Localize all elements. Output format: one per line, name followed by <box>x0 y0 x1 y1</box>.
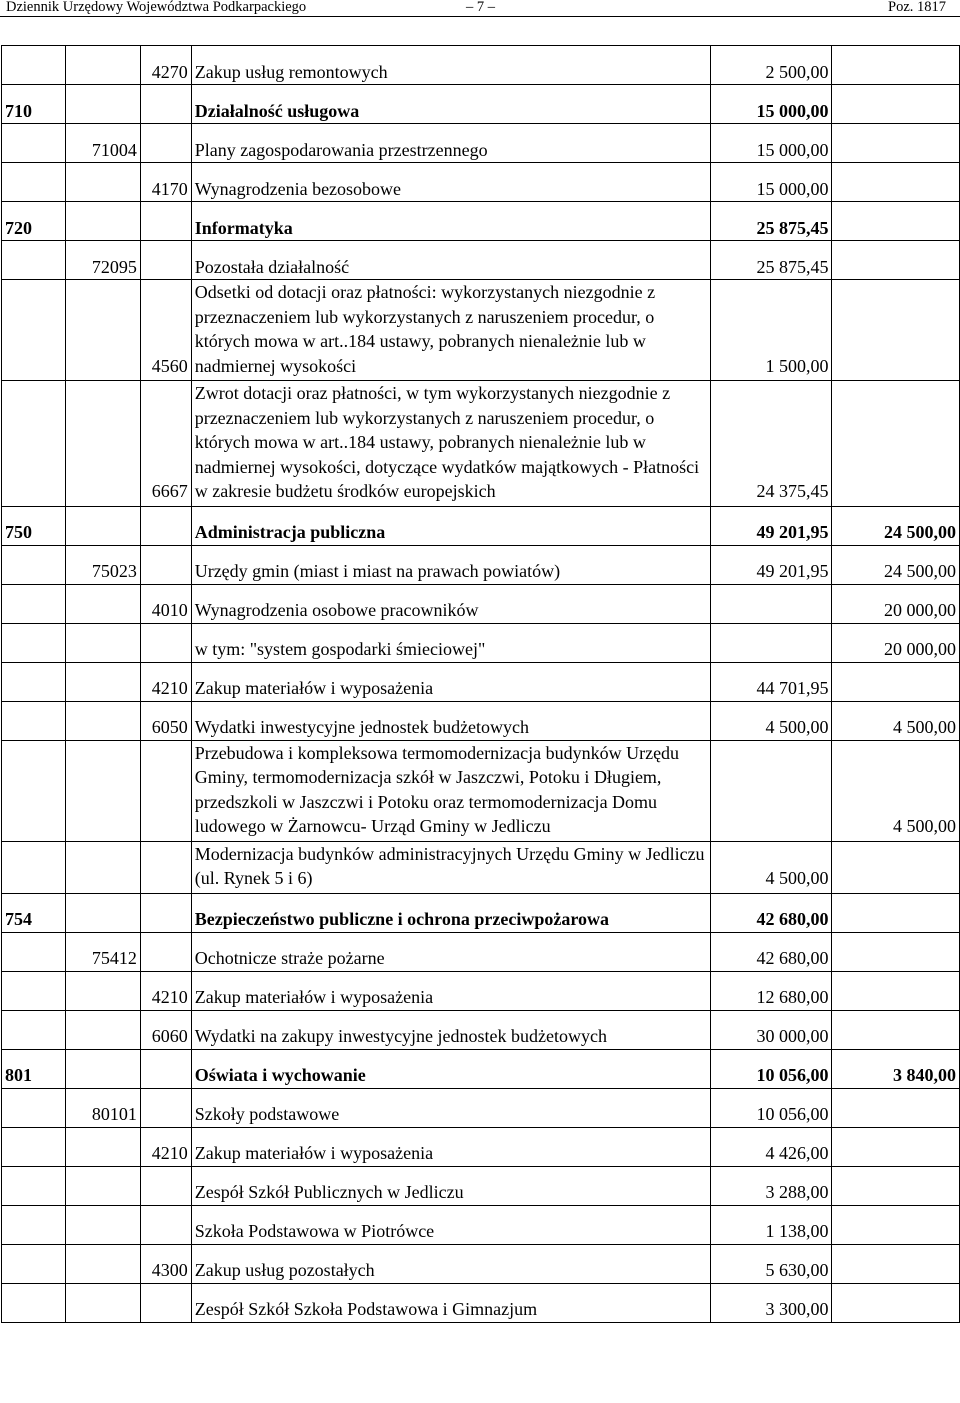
amount-property-cell <box>832 1127 960 1166</box>
paragraf-cell <box>140 893 191 932</box>
paragraf-cell <box>140 85 191 124</box>
dzial-cell <box>2 932 66 971</box>
description-cell: Zwrot dotacji oraz płatności, w tym wykorzystanych niezgodnie z przeznaczeniem lub wykorzystanych z naruszeniem procedur, o których mowa w art..184 ustawy, pobranych nienależnie lub w nadmiernej wysokości, dotyczące wydatków majątkowych - Płatności w zakresie budżetu środków europejskich <box>191 381 710 507</box>
description-cell: Wynagrodzenia osobowe pracowników <box>191 584 710 623</box>
paragraf-cell <box>140 506 191 545</box>
description-cell: Informatyka <box>191 202 710 241</box>
paragraf-cell <box>140 841 191 893</box>
rozdzial-cell <box>66 662 141 701</box>
table-row <box>2 280 960 381</box>
rozdzial-cell: 72095 <box>66 241 141 280</box>
rozdzial-cell <box>66 46 141 85</box>
amount-property-cell <box>832 1166 960 1205</box>
rozdzial-cell <box>66 584 141 623</box>
dzial-cell <box>2 701 66 740</box>
description-cell: Pozostała działalność <box>191 241 710 280</box>
rozdzial-cell <box>66 1283 141 1322</box>
description-cell: Plany zagospodarowania przestrzennego <box>191 124 710 163</box>
amount-property-cell <box>832 662 960 701</box>
amount-property-cell <box>832 241 960 280</box>
paragraf-cell <box>140 124 191 163</box>
dzial-cell <box>2 1244 66 1283</box>
rozdzial-cell <box>66 85 141 124</box>
table-row <box>2 506 960 545</box>
amount-property-cell <box>832 1205 960 1244</box>
table-row <box>2 202 960 241</box>
amount-cell: 15 000,00 <box>710 163 832 202</box>
description-cell: Zakup materiałów i wyposażenia <box>191 1127 710 1166</box>
dzial-cell <box>2 46 66 85</box>
amount-cell: 5 630,00 <box>710 1244 832 1283</box>
amount-cell: 15 000,00 <box>710 124 832 163</box>
amount-property-cell <box>832 1010 960 1049</box>
amount-property-cell <box>832 893 960 932</box>
paragraf-cell <box>140 1283 191 1322</box>
amount-cell: 10 056,00 <box>710 1049 832 1088</box>
dzial-cell <box>2 163 66 202</box>
paragraf-cell <box>140 545 191 584</box>
amount-property-cell: 20 000,00 <box>832 623 960 662</box>
paragraf-cell <box>140 1205 191 1244</box>
table-row <box>2 971 960 1010</box>
paragraf-cell: 6667 <box>140 381 191 507</box>
paragraf-cell: 4300 <box>140 1244 191 1283</box>
dzial-cell <box>2 1166 66 1205</box>
header-rule <box>0 16 960 17</box>
paragraf-cell: 6050 <box>140 701 191 740</box>
paragraf-cell: 4210 <box>140 971 191 1010</box>
table-row <box>2 893 960 932</box>
amount-property-cell: 24 500,00 <box>832 506 960 545</box>
amount-cell: 49 201,95 <box>710 545 832 584</box>
paragraf-cell: 4210 <box>140 662 191 701</box>
amount-cell: 12 680,00 <box>710 971 832 1010</box>
amount-property-cell <box>832 841 960 893</box>
amount-cell: 4 426,00 <box>710 1127 832 1166</box>
paragraf-cell <box>140 241 191 280</box>
rozdzial-cell <box>66 623 141 662</box>
paragraf-cell <box>140 623 191 662</box>
amount-property-cell <box>832 971 960 1010</box>
amount-cell: 24 375,45 <box>710 381 832 507</box>
table-row <box>2 46 960 85</box>
table-row <box>2 1244 960 1283</box>
amount-cell: 3 300,00 <box>710 1283 832 1322</box>
rozdzial-cell <box>66 1166 141 1205</box>
journal-title: Dziennik Urzędowy Województwa Podkarpackiego <box>6 0 307 15</box>
table-row <box>2 1283 960 1322</box>
rozdzial-cell <box>66 1244 141 1283</box>
description-cell: Szkoły podstawowe <box>191 1088 710 1127</box>
dzial-cell <box>2 662 66 701</box>
table-row <box>2 932 960 971</box>
table-row <box>2 841 960 893</box>
table-row <box>2 545 960 584</box>
description-cell: Działalność usługowa <box>191 85 710 124</box>
amount-property-cell: 24 500,00 <box>832 545 960 584</box>
paragraf-cell: 4560 <box>140 280 191 381</box>
rozdzial-cell <box>66 841 141 893</box>
amount-property-cell <box>832 46 960 85</box>
rozdzial-cell <box>66 1205 141 1244</box>
description-cell: Zakup materiałów i wyposażenia <box>191 662 710 701</box>
table-row <box>2 662 960 701</box>
amount-property-cell: 4 500,00 <box>832 740 960 841</box>
amount-property-cell <box>832 124 960 163</box>
table-row <box>2 124 960 163</box>
paragraf-cell <box>140 932 191 971</box>
rozdzial-cell <box>66 701 141 740</box>
table-row <box>2 740 960 841</box>
description-cell: Zespół Szkół Szkoła Podstawowa i Gimnazjum <box>191 1283 710 1322</box>
rozdzial-cell <box>66 971 141 1010</box>
rozdzial-cell <box>66 1049 141 1088</box>
budget-table-body <box>2 46 960 1323</box>
dzial-cell: 754 <box>2 893 66 932</box>
amount-property-cell: 4 500,00 <box>832 701 960 740</box>
paragraf-cell: 4170 <box>140 163 191 202</box>
dzial-cell <box>2 1088 66 1127</box>
dzial-cell <box>2 1205 66 1244</box>
description-cell: Szkoła Podstawowa w Piotrówce <box>191 1205 710 1244</box>
amount-cell <box>710 740 832 841</box>
paragraf-cell <box>140 1088 191 1127</box>
amount-cell: 30 000,00 <box>710 1010 832 1049</box>
table-row <box>2 381 960 507</box>
description-cell: Odsetki od dotacji oraz płatności: wykorzystanych niezgodnie z przeznaczeniem lub wykorzystanych z naruszeniem procedur, o których mowa w art..184 ustawy, pobranych nienależnie lub w nadmiernej wysokości <box>191 280 710 381</box>
rozdzial-cell <box>66 506 141 545</box>
dzial-cell <box>2 124 66 163</box>
rozdzial-cell: 75023 <box>66 545 141 584</box>
page-header <box>0 0 960 16</box>
amount-cell: 25 875,45 <box>710 241 832 280</box>
amount-property-cell <box>832 1283 960 1322</box>
description-cell: Wydatki inwestycyjne jednostek budżetowych <box>191 701 710 740</box>
table-row <box>2 1088 960 1127</box>
table-row <box>2 623 960 662</box>
amount-property-cell <box>832 1244 960 1283</box>
amount-property-cell <box>832 381 960 507</box>
amount-cell <box>710 623 832 662</box>
table-row <box>2 85 960 124</box>
rozdzial-cell <box>66 381 141 507</box>
description-cell: Zakup materiałów i wyposażenia <box>191 971 710 1010</box>
amount-cell: 44 701,95 <box>710 662 832 701</box>
description-cell: Zakup usług remontowych <box>191 46 710 85</box>
table-row <box>2 584 960 623</box>
description-cell: w tym: "system gospodarki śmieciowej" <box>191 623 710 662</box>
table-row <box>2 163 960 202</box>
table-row <box>2 241 960 280</box>
description-cell: Modernizacja budynków administracyjnych Urzędu Gminy w Jedliczu (ul. Rynek 5 i 6) <box>191 841 710 893</box>
amount-cell: 49 201,95 <box>710 506 832 545</box>
table-row <box>2 1049 960 1088</box>
description-cell: Przebudowa i kompleksowa termomodernizacja budynków Urzędu Gminy, termomodernizacja szkół w Jaszczwi, Potoku i Długiem, przedszkoli w Jaszczwi i Potoku oraz termomodernizacja Domu ludowego w Żarnowcu- Urząd Gminy w Jedliczu <box>191 740 710 841</box>
table-row <box>2 1010 960 1049</box>
table-row <box>2 1205 960 1244</box>
amount-property-cell: 20 000,00 <box>832 584 960 623</box>
amount-cell <box>710 584 832 623</box>
amount-property-cell <box>832 85 960 124</box>
dzial-cell <box>2 841 66 893</box>
dzial-cell <box>2 1127 66 1166</box>
rozdzial-cell <box>66 740 141 841</box>
amount-cell: 15 000,00 <box>710 85 832 124</box>
description-cell: Urzędy gmin (miast i miast na prawach powiatów) <box>191 545 710 584</box>
paragraf-cell: 6060 <box>140 1010 191 1049</box>
amount-cell: 2 500,00 <box>710 46 832 85</box>
amount-property-cell <box>832 163 960 202</box>
dzial-cell <box>2 1283 66 1322</box>
description-cell: Wynagrodzenia bezosobowe <box>191 163 710 202</box>
description-cell: Administracja publiczna <box>191 506 710 545</box>
dzial-cell: 710 <box>2 85 66 124</box>
rozdzial-cell <box>66 163 141 202</box>
amount-cell: 25 875,45 <box>710 202 832 241</box>
paragraf-cell: 4010 <box>140 584 191 623</box>
budget-table <box>1 45 960 1323</box>
dzial-cell: 720 <box>2 202 66 241</box>
rozdzial-cell <box>66 202 141 241</box>
amount-cell: 4 500,00 <box>710 841 832 893</box>
rozdzial-cell: 71004 <box>66 124 141 163</box>
dzial-cell <box>2 1010 66 1049</box>
paragraf-cell <box>140 740 191 841</box>
amount-property-cell: 3 840,00 <box>832 1049 960 1088</box>
rozdzial-cell <box>66 893 141 932</box>
page-number: – 7 – <box>466 0 495 15</box>
dzial-cell <box>2 623 66 662</box>
amount-cell: 4 500,00 <box>710 701 832 740</box>
amount-property-cell <box>832 280 960 381</box>
rozdzial-cell <box>66 1127 141 1166</box>
amount-property-cell <box>832 202 960 241</box>
amount-cell: 3 288,00 <box>710 1166 832 1205</box>
description-cell: Oświata i wychowanie <box>191 1049 710 1088</box>
table-row <box>2 1166 960 1205</box>
rozdzial-cell <box>66 280 141 381</box>
amount-cell: 1 500,00 <box>710 280 832 381</box>
description-cell: Zespół Szkół Publicznych w Jedliczu <box>191 1166 710 1205</box>
amount-property-cell <box>832 932 960 971</box>
rozdzial-cell <box>66 1010 141 1049</box>
description-cell: Wydatki na zakupy inwestycyjne jednostek budżetowych <box>191 1010 710 1049</box>
position-number: Poz. 1817 <box>888 0 946 15</box>
paragraf-cell: 4210 <box>140 1127 191 1166</box>
dzial-cell: 801 <box>2 1049 66 1088</box>
dzial-cell <box>2 545 66 584</box>
dzial-cell <box>2 584 66 623</box>
amount-property-cell <box>832 1088 960 1127</box>
paragraf-cell <box>140 1049 191 1088</box>
dzial-cell <box>2 740 66 841</box>
dzial-cell <box>2 241 66 280</box>
description-cell: Ochotnicze straże pożarne <box>191 932 710 971</box>
amount-cell: 10 056,00 <box>710 1088 832 1127</box>
paragraf-cell <box>140 1166 191 1205</box>
amount-cell: 1 138,00 <box>710 1205 832 1244</box>
amount-cell: 42 680,00 <box>710 893 832 932</box>
table-row <box>2 1127 960 1166</box>
rozdzial-cell: 80101 <box>66 1088 141 1127</box>
paragraf-cell: 4270 <box>140 46 191 85</box>
amount-cell: 42 680,00 <box>710 932 832 971</box>
dzial-cell <box>2 971 66 1010</box>
dzial-cell <box>2 280 66 381</box>
description-cell: Bezpieczeństwo publiczne i ochrona przeciwpożarowa <box>191 893 710 932</box>
table-row <box>2 701 960 740</box>
dzial-cell <box>2 381 66 507</box>
description-cell: Zakup usług pozostałych <box>191 1244 710 1283</box>
rozdzial-cell: 75412 <box>66 932 141 971</box>
paragraf-cell <box>140 202 191 241</box>
dzial-cell: 750 <box>2 506 66 545</box>
